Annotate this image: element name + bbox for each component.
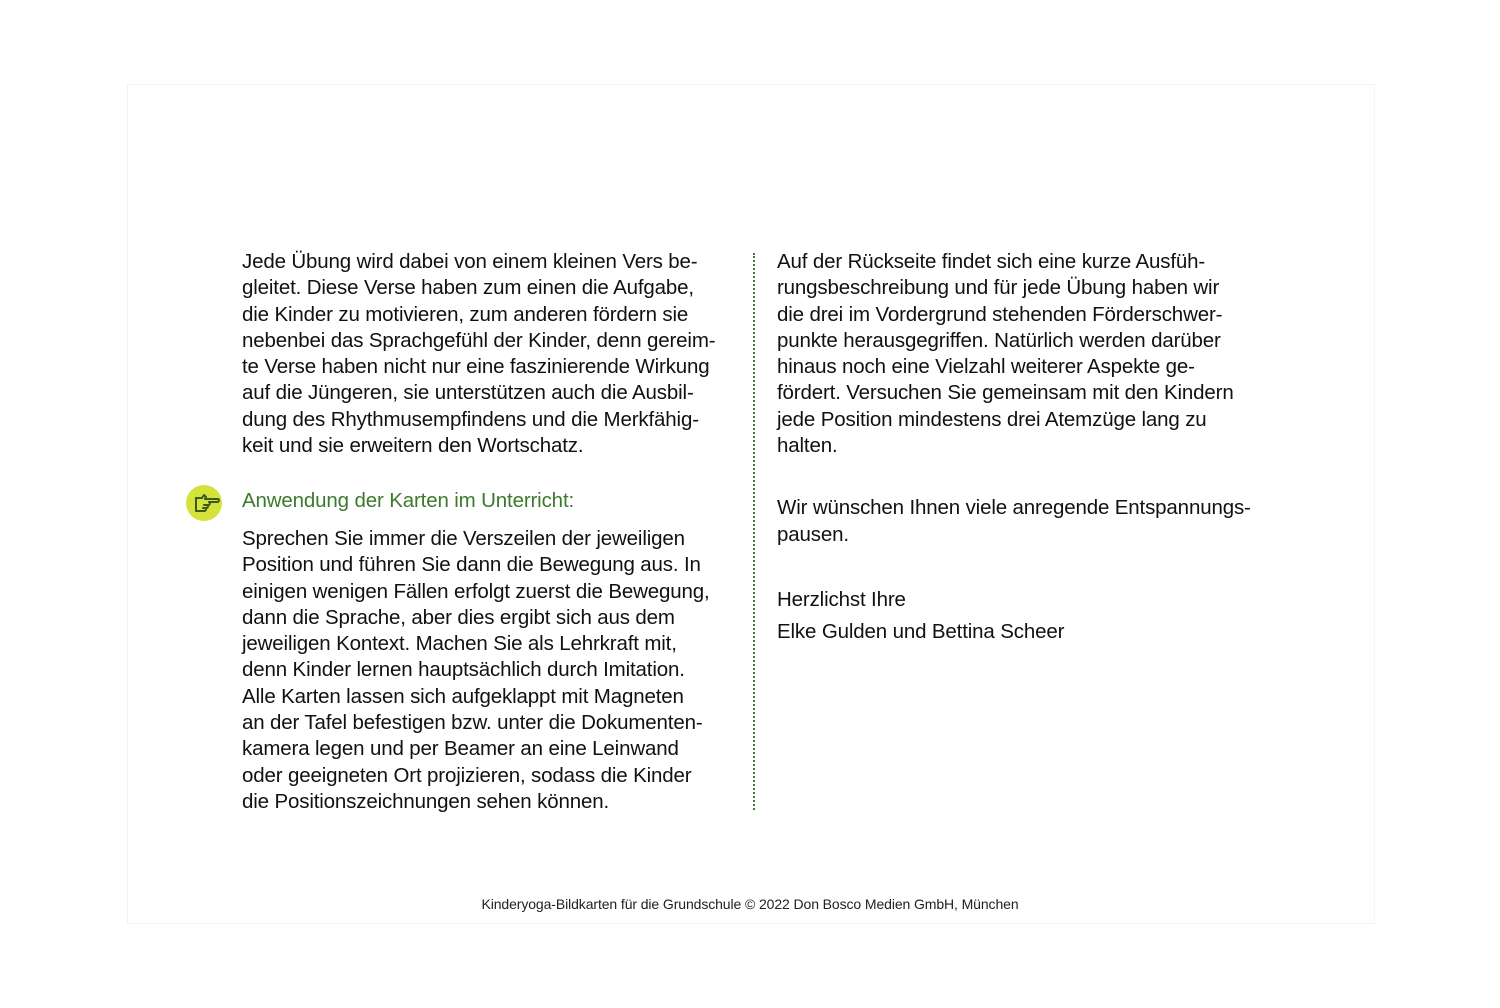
closing-text: Herzlichst Ihre <box>777 587 906 611</box>
column-divider <box>753 253 755 810</box>
intro-line: te Verse haben nicht nur eine faszinierende Wirkung <box>242 355 710 379</box>
section-line: Position und führen Sie dann die Bewegung aus. In <box>242 553 701 577</box>
left-column <box>242 249 742 459</box>
section-line: Sprechen Sie immer die Verszeilen der jeweiligen <box>242 527 685 550</box>
paragraph-line: rungsbeschreibung und für jede Übung haben wir <box>777 276 1220 300</box>
intro-line: auf die Jüngeren, sie unterstützen auch die Ausbil- <box>242 381 694 405</box>
section-line: Alle Karten lassen sich aufgeklappt mit Magneten <box>242 684 684 708</box>
section-line: an der Tafel befestigen bzw. unter die Dokumenten- <box>242 711 703 735</box>
wish-line: Wir wünschen Ihnen viele anregende Entspannungs- <box>777 496 1251 520</box>
intro-line: keit und sie erweitern den Wortschatz. <box>242 434 584 458</box>
paragraph-line: hinaus noch eine Vielzahl weiterer Aspekte ge- <box>777 355 1195 379</box>
intro-line: gleitet. Diese Verse haben zum einen die Aufgabe, <box>242 276 694 300</box>
paragraph-line: die drei im Vordergrund stehenden Förderschwer- <box>777 302 1223 326</box>
paragraph-line: punkte herausgegriffen. Natürlich werden darüber <box>777 328 1221 352</box>
copyright-footer: Kinderyoga-Bildkarten für die Grundschule © 2022 Don Bosco Medien GmbH, München <box>481 896 1019 912</box>
section-line: jeweiligen Kontext. Machen Sie als Lehrkraft mit, <box>242 632 677 656</box>
section-line: die Positionszeichnungen sehen können. <box>242 789 609 813</box>
pointing-hand-icon <box>185 483 227 523</box>
section-heading: Anwendung der Karten im Unterricht: <box>242 489 575 512</box>
right-column <box>777 249 1277 646</box>
section-line: oder geeigneten Ort projizieren, sodass die Kinder <box>242 763 692 787</box>
section-line: dann die Sprache, aber dies ergibt sich aus dem <box>242 605 675 629</box>
section-line: kamera legen und per Beamer an eine Leinwand <box>242 737 679 761</box>
rueckseite-paragraph <box>777 249 1277 459</box>
paragraph-line: jede Position mindestens drei Atemzüge lang zu <box>777 407 1207 431</box>
wish-paragraph <box>777 495 1277 548</box>
intro-line: Jede Übung wird dabei von einem kleinen Vers be- <box>242 250 698 273</box>
intro-paragraph <box>242 249 742 459</box>
section-line: denn Kinder lernen hauptsächlich durch Imitation. <box>242 658 685 682</box>
intro-line: dung des Rhythmusempfindens und die Merkfähig- <box>242 407 699 431</box>
paragraph-line: fördert. Versuchen Sie gemeinsam mit den Kindern <box>777 381 1234 405</box>
paragraph-line: Auf der Rückseite findet sich eine kurze Ausfüh- <box>777 250 1206 273</box>
closing-block <box>777 587 1277 646</box>
intro-line: nebenbei das Sprachgefühl der Kinder, denn gereim- <box>242 328 716 352</box>
section-line: einigen wenigen Fällen erfolgt zuerst die Bewegung, <box>242 579 710 603</box>
paragraph-line: halten. <box>777 434 838 458</box>
section-paragraph <box>242 526 742 815</box>
signature-text: Elke Gulden und Bettina Scheer <box>777 620 1065 644</box>
wish-line: pausen. <box>777 522 849 546</box>
intro-line: die Kinder zu motivieren, zum anderen fördern sie <box>242 302 689 326</box>
